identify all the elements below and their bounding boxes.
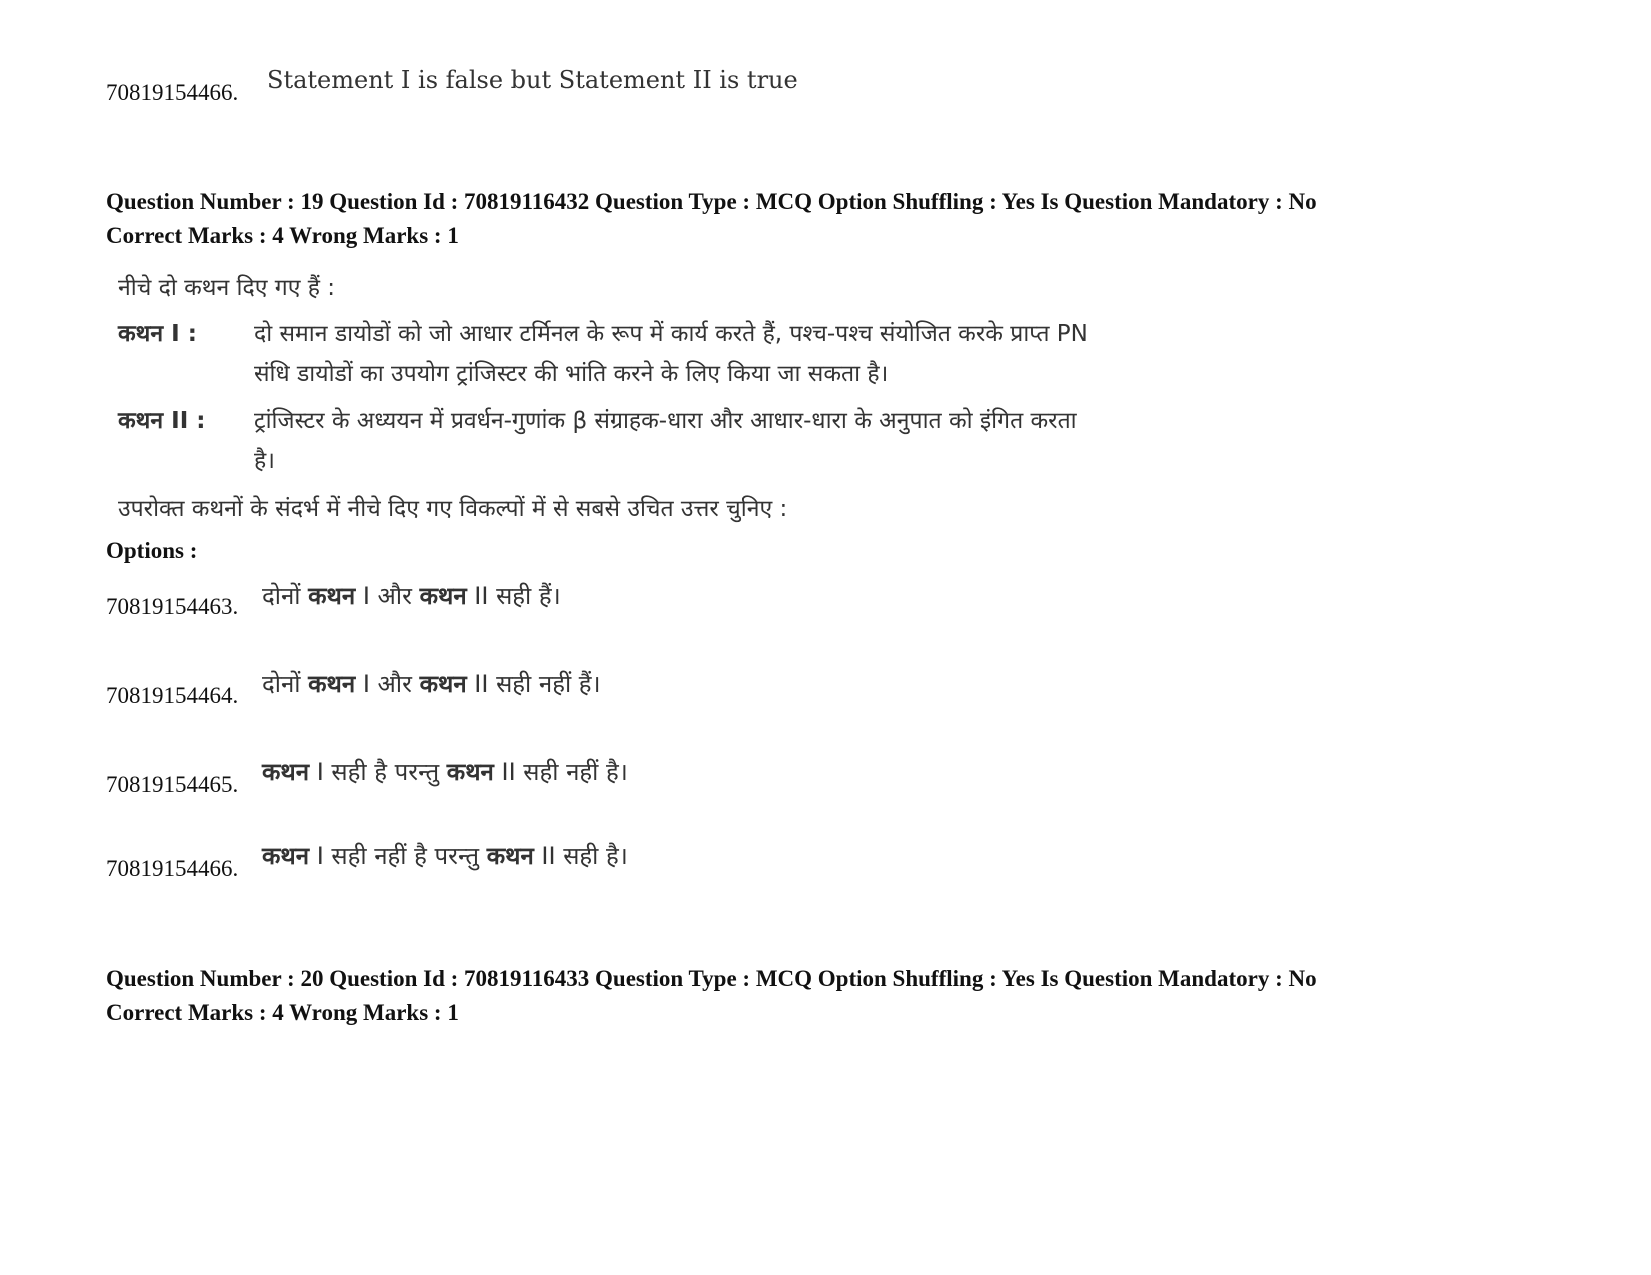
statement-1-label: कथन I : bbox=[118, 321, 197, 347]
question-marks: Correct Marks : 4 Wrong Marks : 1 bbox=[106, 223, 459, 248]
statement-1-line-2: संधि डायोडों का उपयोग ट्रांजिस्टर की भांति करने के लिए किया जा सकता है। bbox=[254, 361, 889, 387]
statement-2-line-1: ट्रांजिस्टर के अध्ययन में प्रवर्धन-गुणांक β संग्राहक-धारा और आधार-धारा के अनुपात को इंगित करता bbox=[254, 408, 1077, 434]
option-id: 70819154463. bbox=[106, 594, 239, 619]
option-text: कथन I सही है परन्तु कथन II सही नहीं है। bbox=[262, 758, 628, 786]
statement-2-label: कथन II : bbox=[118, 408, 206, 434]
option-text: दोनों कथन I और कथन II सही हैं। bbox=[262, 582, 561, 610]
statement-1-line-1: दो समान डायोडों को जो आधार टर्मिनल के रूप में कार्य करते हैं, पश्च-पश्च संयोजित करके प्राप्त PN bbox=[254, 321, 1088, 347]
option-text: Statement I is false but Statement II is true bbox=[267, 66, 798, 94]
option-id: 70819154464. bbox=[106, 683, 239, 708]
options-label: Options : bbox=[106, 538, 198, 563]
question-instruction: उपरोक्त कथनों के संदर्भ में नीचे दिए गए विकल्पों में से सबसे उचित उत्तर चुनिए : bbox=[118, 496, 788, 522]
question-marks: Correct Marks : 4 Wrong Marks : 1 bbox=[106, 1000, 459, 1025]
option-id: 70819154465. bbox=[106, 772, 239, 797]
option-text: कथन I सही नहीं है परन्तु कथन II सही है। bbox=[262, 842, 628, 870]
question-intro: नीचे दो कथन दिए गए हैं : bbox=[118, 275, 336, 301]
question-header: Question Number : 20 Question Id : 70819116433 Question Type : MCQ Option Shuffling : Yes Is Question Mandatory : No bbox=[106, 966, 1317, 991]
option-id: 70819154466. bbox=[106, 80, 239, 105]
question-header: Question Number : 19 Question Id : 70819116432 Question Type : MCQ Option Shuffling : Yes Is Question Mandatory : No bbox=[106, 189, 1317, 214]
option-id: 70819154466. bbox=[106, 856, 239, 881]
statement-2-line-2: है। bbox=[254, 448, 275, 474]
option-text: दोनों कथन I और कथन II सही नहीं हैं। bbox=[262, 670, 601, 698]
